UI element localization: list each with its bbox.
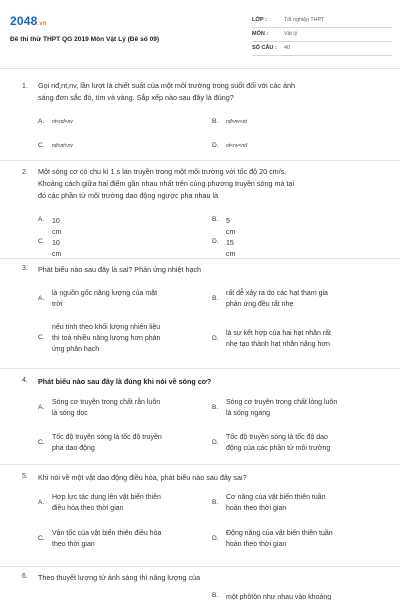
option-letter: D. [212,335,219,342]
option-text: 10 cm [52,240,62,258]
option-line: Hợp lực tác dụng lên vật biến thiên [52,494,161,501]
option-text [226,592,386,600]
option-line: rất dễ xảy ra do các hạt tham gia [226,290,328,297]
question-text [38,376,390,388]
option-line: Động năng của vật biến thiên tuần [226,530,333,537]
option-letter: B. [212,216,219,223]
option-line: là nguồn gốc năng lượng của mặt [52,290,158,297]
option-letter: C. [38,334,45,341]
question-line: Một sóng cơ có chu kì 1 s lan truyền trong một môi trường với tốc độ 20 cm/s. [38,167,287,176]
option-line: Tốc độ truyền sóng là tốc độ truyền [52,434,162,441]
option-letter: D. [212,142,219,149]
option-line: hoàn theo thời gian [226,541,287,548]
question-text [38,80,390,104]
meta-row-subject [252,28,392,42]
question-text [38,472,390,484]
option-text [226,528,386,550]
option-line: Sóng cơ truyền trong chất rắn luôn [52,399,161,406]
question-number: 2. [22,169,28,176]
option-letter: C. [38,535,45,542]
option-letter: A. [38,499,45,506]
option-text [226,328,386,350]
meta-value: 40 [284,45,290,51]
option-letter: A. [38,404,45,411]
divider [0,258,400,259]
option-line: Tốc độ truyền sóng là tốc độ dao [226,434,328,441]
meta-value: Vật lý [284,31,298,37]
meta-label: SỐ CÂU : [252,45,277,51]
option-text [226,288,386,310]
option-line: là sóng dọc [52,410,88,417]
question-line: sáng đơn sắc đỏ, tím và vàng. Sắp xếp nào sau đây là đúng? [38,93,234,102]
option-line: là sự kết hợp của hai hạt nhân rất [226,330,332,337]
option-line: hoàn theo thời gian [226,505,287,512]
divider [0,368,400,369]
option-text [52,492,202,514]
option-text: 10 cm [52,218,62,236]
option-line: ứng phân hạch [52,346,100,353]
question-number: 1. [22,83,28,90]
site-logo[interactable]: 2048.vn [10,14,47,28]
option-letter: B. [212,499,219,506]
option-letter: A. [38,216,45,223]
divider [0,464,400,465]
question-number: 3. [22,265,28,272]
option-line: phản ứng đều rất nhẹ [226,301,294,308]
option-line: Cơ năng của vật biến thiên tuần [226,494,326,501]
question-line: Phát biểu nào sau đây là sai? Phản ứng nhiệt hạch [38,265,202,274]
option-text: 15 cm [226,240,236,258]
exam-title: Đề thi thử THPT QG 2019 Môn Vật Lý (Đề số 09) [10,36,160,43]
option-line: là sóng ngang [226,410,270,417]
divider [0,68,400,69]
option-line: pha dao động [52,445,95,452]
option-text [52,397,202,419]
option-line: điều hòa theo thời gian [52,505,124,512]
option-text: nt<nđ<nv [52,119,73,125]
option-text: nđ<nt<nv [52,143,73,149]
question-line: Khi nói về một vật dao động điều hòa, phát biểu nào sau đây sai? [38,473,247,482]
question-text [38,264,390,276]
option-line: Sóng cơ truyền trong chất lỏng luôn [226,399,338,406]
option-line: thì toả nhiều năng lượng hơn phản [52,335,161,342]
option-letter: C. [38,238,45,245]
option-text [52,322,202,355]
option-text: nđ<nv<nt [226,119,247,125]
option-text [226,492,386,514]
option-letter: D. [212,238,219,245]
meta-label: LỚP : [252,17,267,23]
exam-meta [252,14,392,56]
meta-label: MÔN : [252,31,269,37]
question-number: 4. [22,377,28,384]
question-text [38,572,390,584]
meta-row-count [252,42,392,56]
divider [0,160,400,161]
divider [0,566,400,567]
option-letter: A. [38,118,45,125]
question-line: Theo thuyết lượng tử ánh sáng thì năng lượng của [38,573,201,582]
question-line: đó các phần tử môi trường dao động ngược pha nhau là [38,191,219,200]
option-line: động của các phần tử môi trường [226,445,331,452]
meta-value: Tốt nghiệp THPT [284,17,325,23]
option-text: nt<nv<nđ [226,143,247,149]
option-letter: C. [38,142,45,149]
option-letter: C. [38,439,45,446]
option-line: theo thời gian [52,541,95,548]
option-letter: D. [212,535,219,542]
question-text [38,166,390,202]
option-letter: D. [212,439,219,446]
option-line: một phôtôn như nhau vào khoảng [226,594,332,600]
option-text [52,288,202,310]
question-number: 5. [22,473,28,480]
meta-row-class [252,14,392,28]
option-line: nhẹ tạo thành hạt nhân nặng hơn [226,341,330,348]
question-line: Phát biểu nào sau đây là đúng khi nói về sóng cơ? [38,377,212,386]
question-line: Khoảng cách giữa hai điểm gần nhau nhất trên cùng phương truyền sóng mà tại [38,179,295,188]
question-number: 6. [22,573,28,580]
option-text: 5 cm [226,218,236,236]
option-letter: B. [212,295,219,302]
option-line: trời [52,301,63,308]
option-line: nếu tính theo khối lượng nhiên liệu [52,324,161,331]
option-line: Vận tốc của vật biến thiên điều hòa [52,530,162,537]
option-text [226,397,386,419]
option-text [226,432,386,454]
option-letter: B. [212,404,219,411]
option-text [52,432,202,454]
option-letter: B. [212,592,219,599]
option-letter: B. [212,118,219,125]
option-letter: A. [38,295,45,302]
question-line: Gọi nđ,nt,nv, lần lượt là chiết suất của một môi trường trong suốt đối với các ánh [38,81,295,90]
option-text [52,528,202,550]
exam-header [0,0,400,62]
